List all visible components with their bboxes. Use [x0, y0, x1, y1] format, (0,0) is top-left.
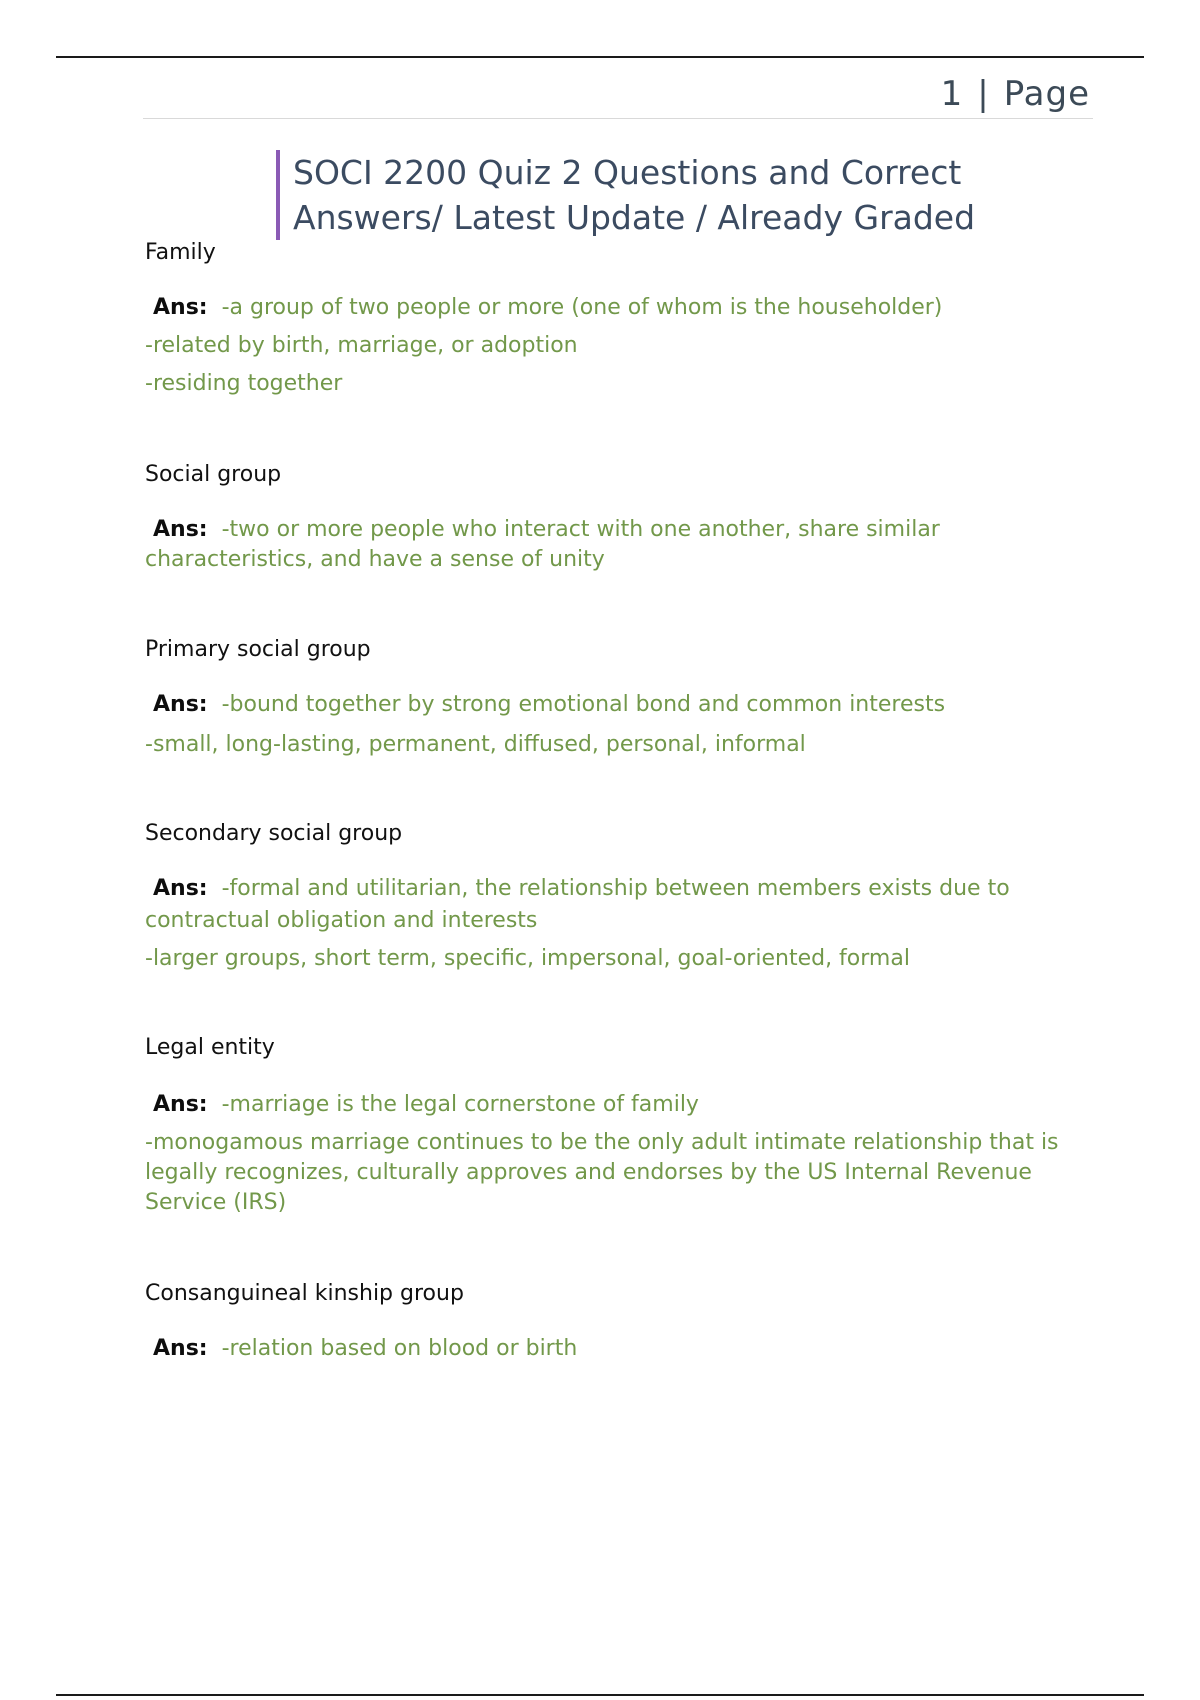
page-number-separator: |	[977, 74, 990, 114]
document-title	[276, 150, 1033, 240]
answer-extra-line: -larger groups, short term, specific, impersonal, goal-oriented, formal	[145, 946, 910, 971]
title-line-1: SOCI 2200 Quiz 2 Questions and Correct	[293, 153, 962, 192]
term: Primary social group	[145, 637, 371, 662]
term: Legal entity	[145, 1035, 275, 1060]
answer	[145, 293, 1065, 323]
answer-extra-line: -small, long-lasting, permanent, diffused, personal, informal	[145, 732, 806, 757]
answer-continuation: contractual obligation and interests	[145, 908, 538, 933]
header-divider	[143, 118, 1093, 119]
qa-item-secondary-social-group	[145, 819, 1065, 974]
answer-text: -two or more people who interact with one another, share similar	[221, 517, 940, 542]
answer	[145, 515, 1065, 545]
term: Family	[145, 240, 216, 265]
answer	[145, 874, 1065, 904]
ans-label: Ans:	[153, 1092, 208, 1117]
qa-item-primary-social-group	[145, 635, 1065, 760]
page-number	[941, 74, 1090, 114]
answer-extra-line: -monogamous marriage continues to be the only adult intimate relationship that is	[145, 1130, 1059, 1155]
ans-label: Ans:	[153, 692, 208, 717]
answer-text: -marriage is the legal cornerstone of family	[221, 1092, 699, 1117]
qa-item-social-group	[145, 460, 1065, 575]
ans-label: Ans:	[153, 876, 208, 901]
answer-text: -relation based on blood or birth	[221, 1336, 578, 1361]
bottom-rule	[56, 1694, 1144, 1696]
qa-item-family	[145, 238, 1065, 399]
page-label: Page	[1003, 74, 1090, 114]
answer-text: -bound together by strong emotional bond and common interests	[221, 692, 946, 717]
term: Consanguineal kinship group	[145, 1281, 464, 1306]
answer	[145, 1090, 1065, 1120]
answer-extra-line: legally recognizes, culturally approves and endorses by the US Internal Revenue	[145, 1160, 1032, 1185]
answer-continuation: characteristics, and have a sense of unity	[145, 547, 605, 572]
top-rule	[56, 56, 1144, 58]
term: Social group	[145, 462, 282, 487]
answer-text: -formal and utilitarian, the relationship between members exists due to	[221, 876, 1010, 901]
qa-item-consanguineal-kinship-group	[145, 1279, 1065, 1364]
qa-item-legal-entity	[145, 1033, 1065, 1218]
answer	[145, 1334, 1065, 1364]
ans-label: Ans:	[153, 517, 208, 542]
ans-label: Ans:	[153, 295, 208, 320]
answer-text: -a group of two people or more (one of whom is the householder)	[221, 295, 943, 320]
title-line-2: Answers/ Latest Update / Already Graded	[293, 198, 976, 237]
answer	[145, 690, 1065, 720]
answer-extra-line: -residing together	[145, 371, 343, 396]
ans-label: Ans:	[153, 1336, 208, 1361]
answer-extra-line: -related by birth, marriage, or adoption	[145, 333, 578, 358]
term: Secondary social group	[145, 821, 403, 846]
page-number-value: 1	[940, 74, 964, 114]
answer-extra-line: Service (IRS)	[145, 1190, 287, 1215]
